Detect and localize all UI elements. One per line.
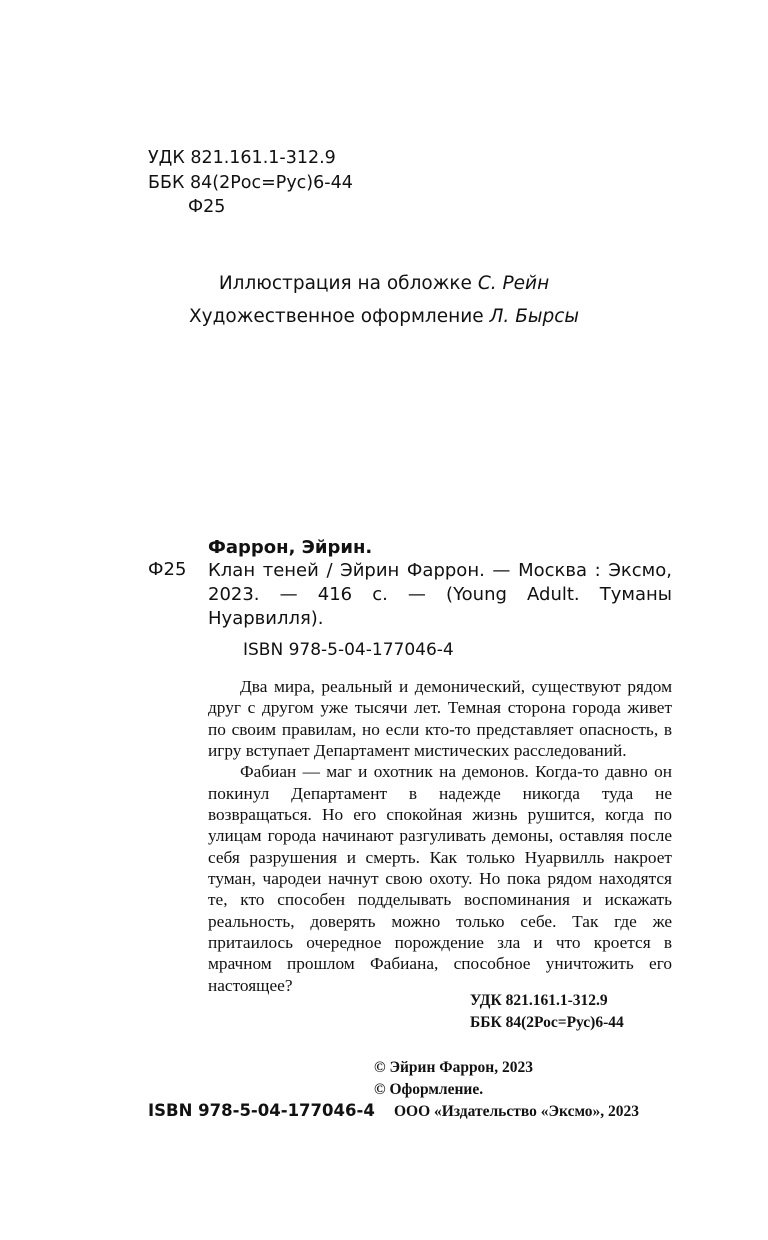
illustration-credit [0, 267, 768, 300]
credits-block [0, 267, 768, 333]
copyright-author: © Эйрин Фаррон, 2023 [374, 1059, 533, 1076]
annotation-paragraph-2: Фабиан — маг и охотник на демонов. Когда-то давно он покинул Департамент в надежде никогда туда не возвращаться. Но его спокойная жизнь рушится, когда по улицам города начинают разгуливать демоны, оставляя после себя разрушения и смерть. Как только Нуарвилль накроет туман, чародеи начнут свою охоту. Но пока рядом находятся те, кто способен подделывать воспоминания и искажать реальность, доверять можно только себе. Так где же притаилось очередное порождение зла и что кроется в мрачном прошлом Фабиана, способное уничтожить его настоящее? [208, 762, 672, 995]
design-label: Художественное оформление [188, 306, 484, 327]
copyright-block [374, 1057, 674, 1123]
bib-side-code: Ф25 [148, 559, 187, 580]
footer-isbn: ISBN 978-5-04-177046-4 [148, 1101, 375, 1120]
bib-isbn: ISBN 978-5-04-177046-4 [243, 640, 454, 660]
footer-bbk: ББК 84(2Рос=Рус)6-44 [470, 1014, 624, 1031]
copyright-publisher: ООО «Издательство «Эксмо», 2023 [394, 1103, 640, 1120]
author-mark: Ф25 [188, 197, 226, 217]
bib-author: Фаррон, Эйрин. [208, 537, 373, 558]
udk-code: УДК 821.161.1-312.9 [148, 148, 336, 168]
footer-udk: УДК 821.161.1-312.9 [470, 992, 608, 1009]
classification-codes [148, 146, 353, 220]
footer-codes [470, 990, 674, 1034]
designer-name: Л. Бырсы [489, 306, 580, 327]
copyright-design: © Оформление. [374, 1081, 484, 1098]
illustrator-name: С. Рейн [477, 273, 550, 294]
bbk-code: ББК 84(2Рос=Рус)6-44 [148, 172, 353, 193]
annotation-paragraph-1: Два мира, реальный и демонический, существуют рядом друг с другом уже тысячи лет. Темная сторона города живет по своим правилам, но если кто-то представляет опасность, в игру вступает Департамент мистических расследований. [208, 677, 672, 761]
bib-description: Клан теней / Эйрин Фаррон. — Москва : Эксмо, 2023. — 416 с. — (Young Adult. Туманы Нуарвилля). [208, 560, 672, 629]
design-credit [0, 300, 768, 333]
annotation [208, 676, 672, 996]
illustration-label: Иллюстрация на обложке [218, 273, 472, 294]
